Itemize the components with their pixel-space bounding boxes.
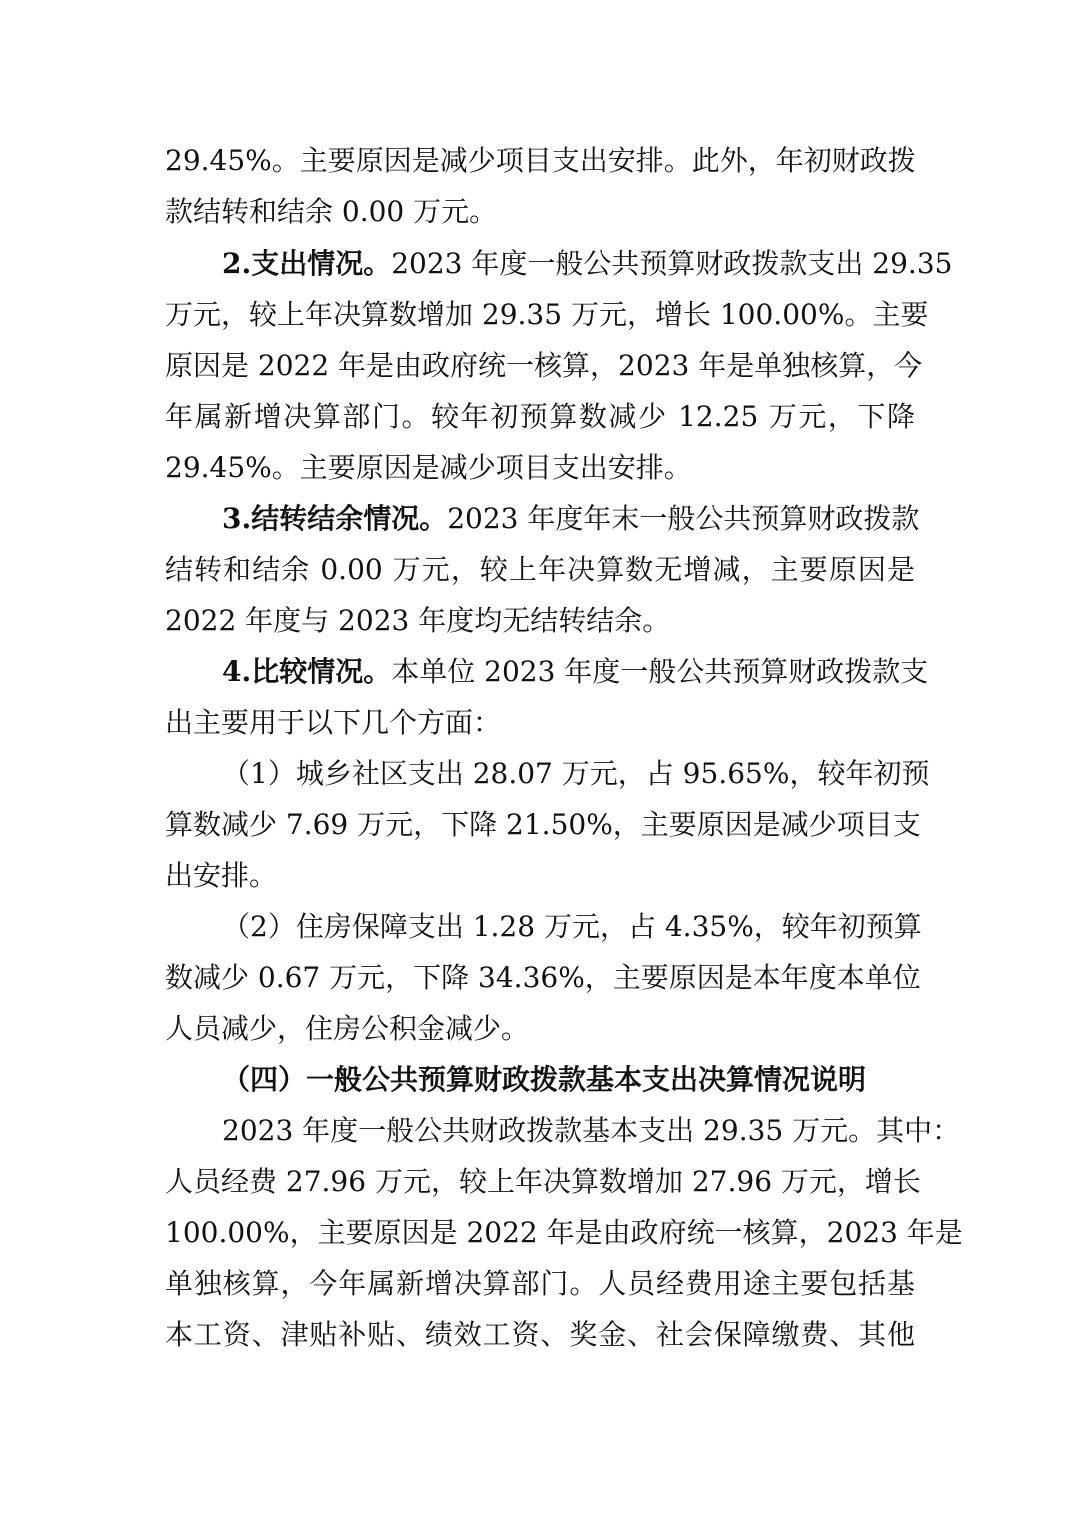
text-line: 29.45%。主要原因是减少项目支出安排。此外，年初财政拨 <box>165 144 916 177</box>
text-line: 出主要用于以下几个方面： <box>165 706 502 739</box>
text-line: 人员减少，住房公积金减少。 <box>165 1012 530 1045</box>
paragraph-first-line <box>222 246 953 282</box>
text-line: 29.45%。主要原因是减少项目支出安排。 <box>165 451 692 484</box>
text-line: 年属新增决算部门。较年初预算数减少 12.25 万元，下降 <box>165 400 915 433</box>
text-line: 人员经费 27.96 万元，较上年决算数增加 27.96 万元，增长 <box>165 1165 921 1198</box>
text-line: 本工资、津贴补贴、绩效工资、奖金、社会保障缴费、其他 <box>165 1318 915 1351</box>
text-line: 结转和结余 0.00 万元，较上年决算数无增减，主要原因是 <box>165 553 915 586</box>
paragraph-first-line <box>222 501 920 537</box>
paragraph-first-line <box>222 654 929 690</box>
section-heading: 2.支出情况。 <box>222 247 392 280</box>
text-span: 2023 年度年末一般公共预算财政拨款 <box>447 502 920 535</box>
text-line: 万元，较上年决算数增加 29.35 万元，增长 100.00%。主要 <box>165 298 929 331</box>
text-line: 款结转和结余 0.00 万元。 <box>165 195 498 228</box>
section-heading: 3.结转结余情况。 <box>222 502 448 535</box>
text-line: 出安排。 <box>165 859 278 892</box>
text-line: 原因是 2022 年是由政府统一核算，2023 年是单独核算，今 <box>165 349 923 382</box>
section-heading: （四）一般公共预算财政拨款基本支出决算情况说明 <box>222 1063 867 1096</box>
text-line: 100.00%，主要原因是 2022 年是由政府统一核算，2023 年是 <box>165 1216 963 1249</box>
section-heading: 4.比较情况。 <box>222 655 392 688</box>
text-line: 2022 年度与 2023 年度均无结转结余。 <box>165 604 671 637</box>
text-line: （1）城乡社区支出 28.07 万元，占 95.65%，较年初预 <box>222 757 930 790</box>
text-line: 算数减少 7.69 万元，下降 21.50%，主要原因是减少项目支 <box>165 808 921 841</box>
text-line: 数减少 0.67 万元，下降 34.36%，主要原因是本年度本单位 <box>165 961 921 994</box>
text-span: 本单位 2023 年度一般公共预算财政拨款支 <box>391 655 929 688</box>
text-line: 2023 年度一般公共财政拨款基本支出 29.35 万元。其中： <box>222 1114 961 1147</box>
text-span: 2023 年度一般公共预算财政拨款支出 29.35 <box>391 247 953 280</box>
text-line: （2）住房保障支出 1.28 万元，占 4.35%，较年初预算 <box>222 910 922 943</box>
text-line: 单独核算，今年属新增决算部门。人员经费用途主要包括基 <box>165 1267 915 1300</box>
